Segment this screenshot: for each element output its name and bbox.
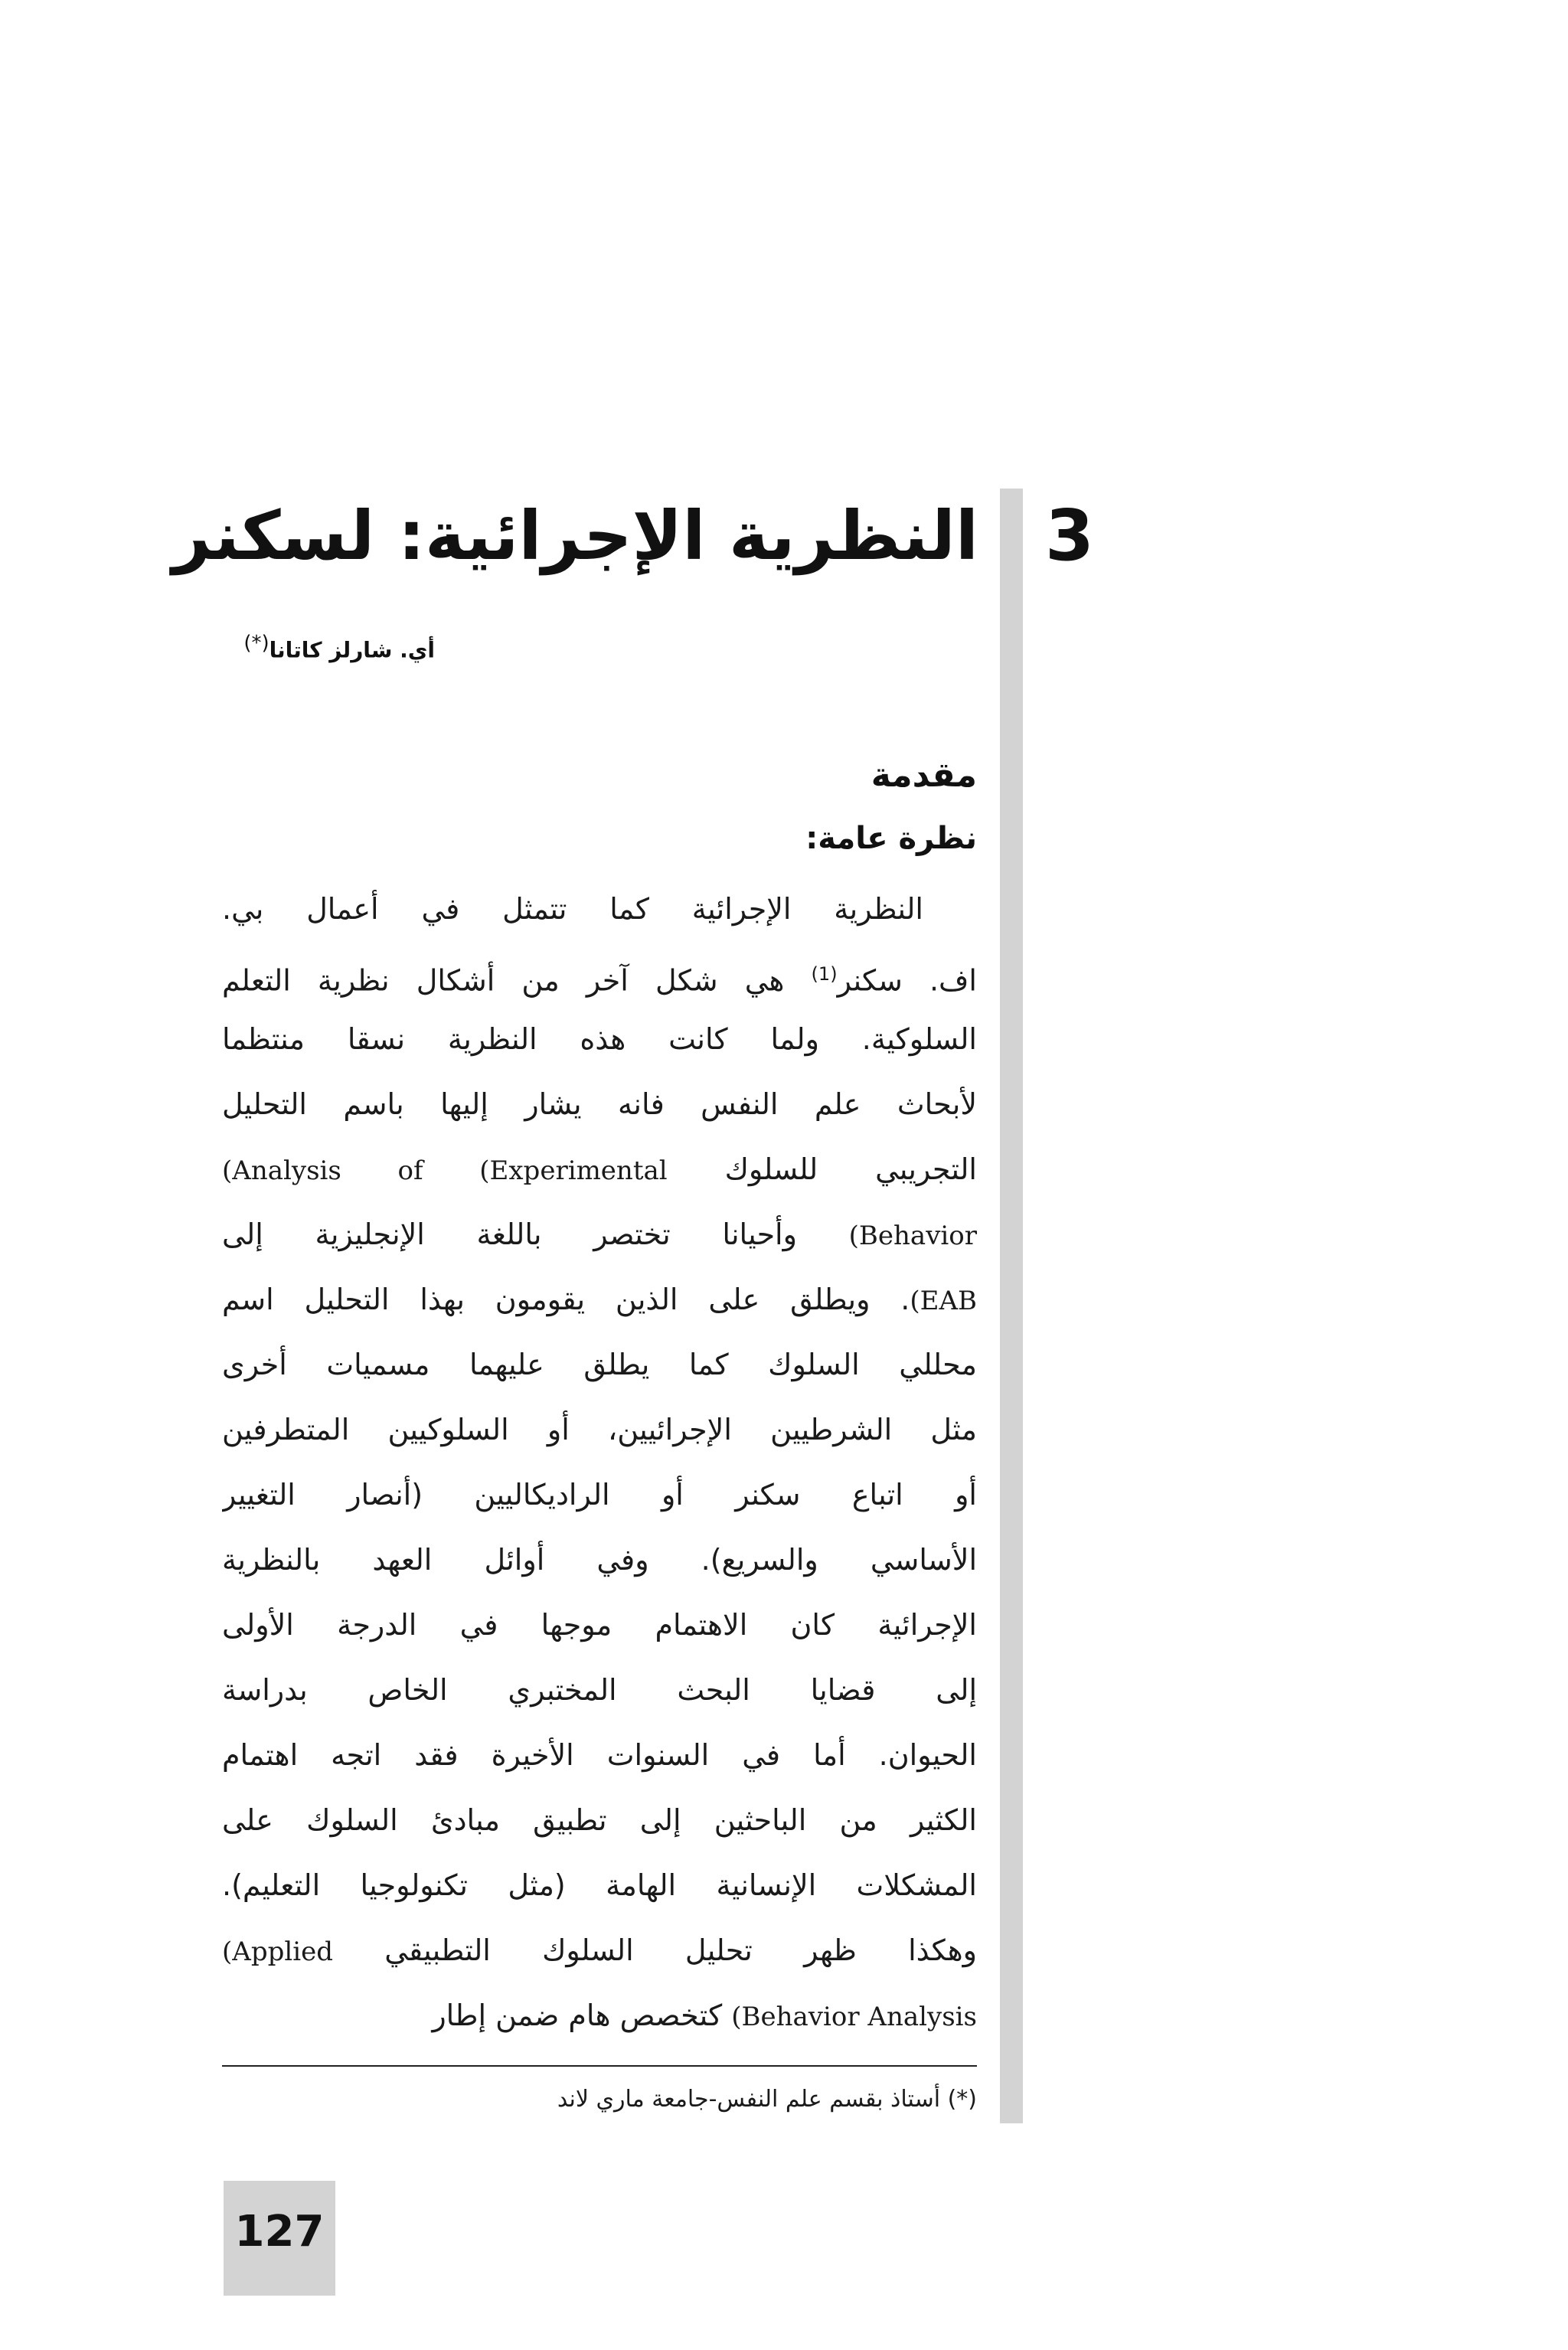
english-term: (EAB: [910, 1286, 977, 1316]
english-term: (Behavior: [848, 1221, 977, 1251]
chapter-title: النظرية الإجرائية: لسكنر: [172, 496, 978, 575]
body-line: الأساسي والسريع). وفي أوائل العهد بالنظرية: [222, 1543, 977, 1577]
body-line: [222, 1137, 977, 1202]
body-text-run: التجريبي للسلوك: [667, 1152, 977, 1186]
footnote-divider: [222, 2065, 977, 2067]
body-line: الكثير من الباحثين إلى تطبيق مبادئ السلوك على: [222, 1803, 977, 1837]
body-line: النظرية الإجرائية كما تتمثل في أعمال بي.: [222, 892, 923, 926]
section-subheading: نظرة عامة:: [805, 821, 977, 856]
body-text-run: هي شكل آخر من أشكال نظرية التعلم: [222, 963, 812, 998]
body-line: السلوكية. ولما كانت هذه النظرية نسقا منتظما: [222, 1022, 977, 1056]
body-paragraph: [222, 877, 977, 2048]
body-line: المشكلات الإنسانية الهامة (مثل تكنولوجيا التعليم).: [222, 1868, 977, 1902]
author-name: أي. شارلز كاتانا: [269, 637, 435, 663]
author-line: [0, 624, 435, 669]
english-term: (Analysis of (Experimental: [222, 1155, 668, 1186]
body-text-run: وأحيانا تختصر باللغة الإنجليزية إلى: [222, 1217, 849, 1251]
english-term: (Applied: [222, 1937, 333, 1967]
body-line: مثل الشرطيين الإجرائيين، أو السلوكيين المتطرفين: [222, 1413, 977, 1446]
author-footnote-mark: (*): [243, 632, 270, 655]
section-heading: مقدمة: [871, 756, 977, 795]
body-line: إلى قضايا البحث المختبري الخاص بدراسة: [222, 1673, 977, 1707]
body-line: [222, 1983, 977, 2048]
english-term: (Behavior Analysis: [731, 2002, 977, 2032]
chapter-side-bar: [1000, 489, 1023, 2123]
body-line: أو اتباع سكنر أو الراديكاليين (أنصار التغيير: [222, 1478, 977, 1512]
body-text-run: . ويطلق على الذين يقومون بهذا التحليل اسم: [222, 1283, 910, 1316]
footnote-reference: (1): [811, 963, 838, 985]
body-line: محللي السلوك كما يطلق عليهما مسميات أخرى: [222, 1348, 977, 1381]
body-line: [222, 1267, 977, 1332]
body-line: الحيوان. أما في السنوات الأخيرة فقد اتجه اهتمام: [222, 1738, 977, 1772]
body-line: [222, 942, 977, 1007]
body-text-run: كتخصص هام ضمن إطار: [432, 1999, 732, 2032]
page-number: 127: [234, 2207, 325, 2257]
body-text-run: اف. سكنر: [837, 963, 977, 998]
body-line: لأبحاث علم النفس فانه يشار إليها باسم التحليل: [222, 1087, 977, 1121]
body-text-run: وهكذا ظهر تحليل السلوك التطبيقي: [332, 1933, 977, 1967]
footnote: (*) أستاذ بقسم علم النفس-جامعة ماري لاند: [557, 2086, 977, 2113]
body-line: الإجرائية كان الاهتمام موجها في الدرجة الأولى: [222, 1608, 977, 1642]
body-line: [222, 1918, 977, 1983]
body-line: [222, 1202, 977, 1267]
chapter-number: 3: [1045, 495, 1095, 577]
